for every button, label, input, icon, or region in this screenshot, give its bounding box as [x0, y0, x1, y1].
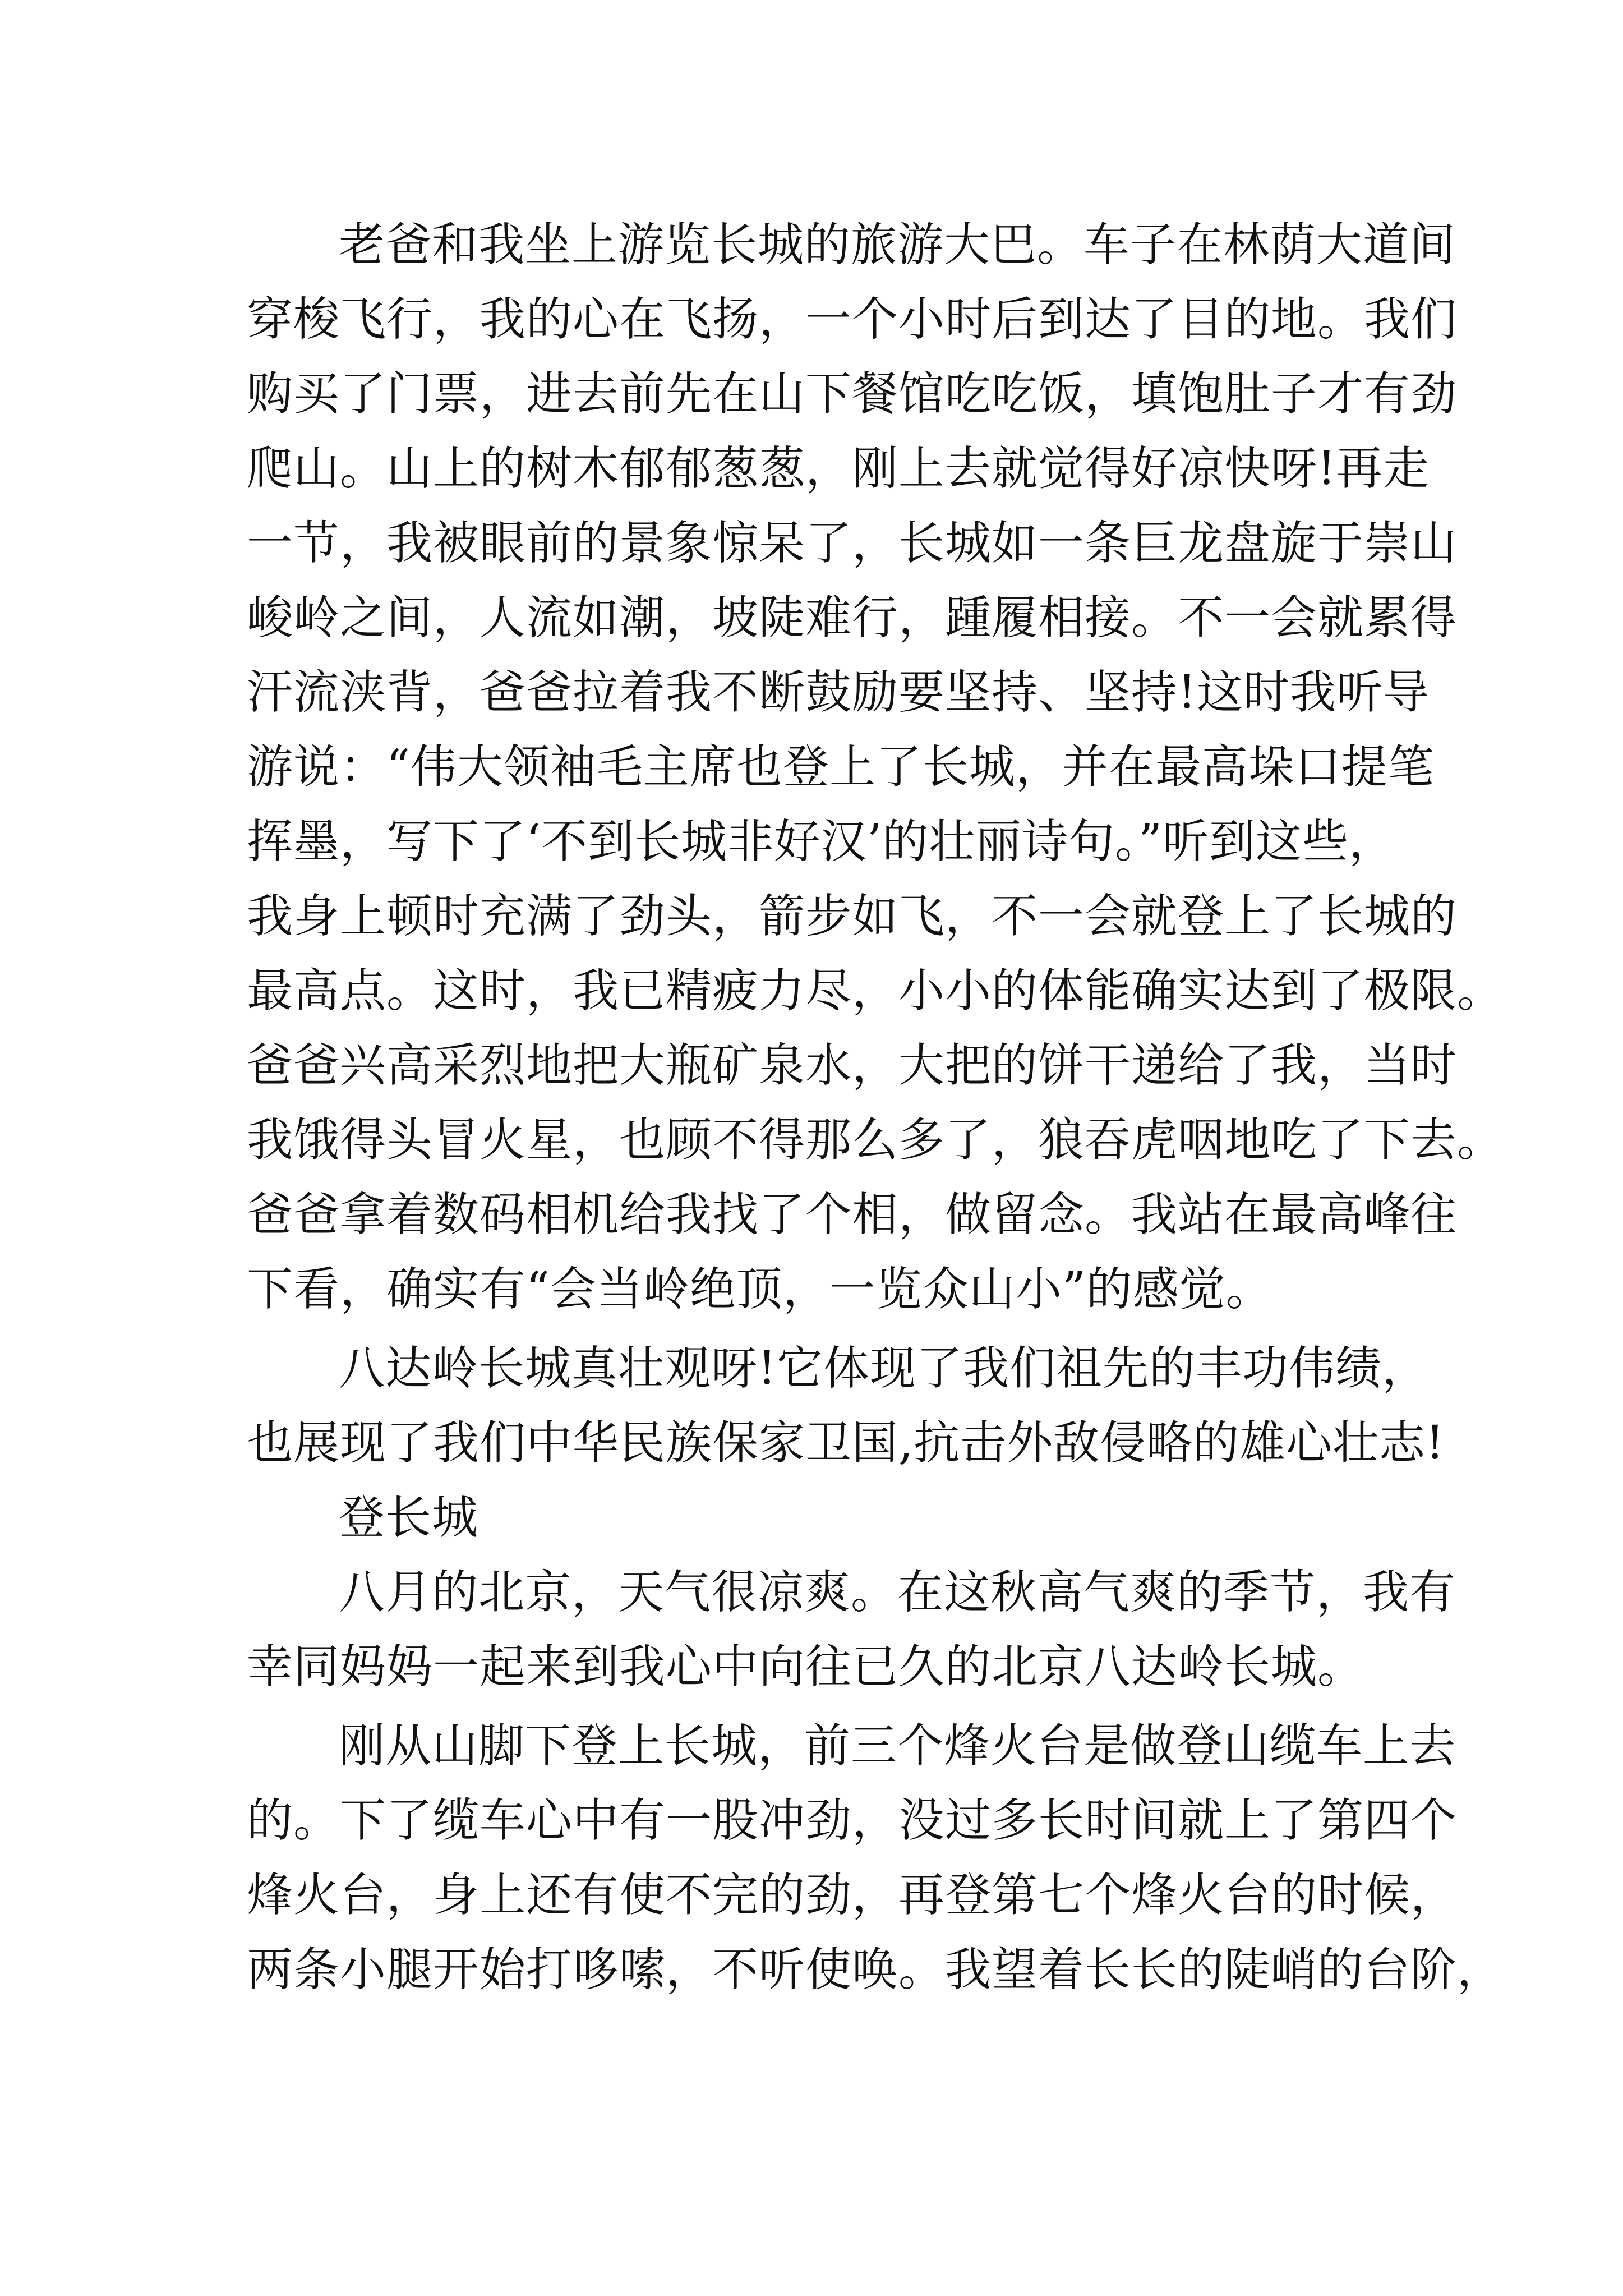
paragraph-line: 一节，我被眼前的景象惊呆了，长城如一条巨龙盘旋于崇山: [247, 517, 1458, 570]
paragraph-line: 老爸和我坐上游览长城的旅游大巴。车子在林荫大道间: [339, 218, 1456, 272]
paragraph-line: 爸爸兴高采烈地把大瓶矿泉水，大把的饼干递给了我，当时: [247, 1039, 1458, 1092]
paragraph-line: 也展现了我们中华民族保家卫国,抗击外敌侵略的雄心壮志!: [247, 1416, 1445, 1470]
paragraph-line: 爸爸拿着数码相机给我找了个相，做留念。我站在最高峰往: [247, 1188, 1458, 1241]
paragraph-line: 最高点。这时，我已精疲力尽，小小的体能确实达到了极限。: [247, 964, 1504, 1018]
body-text: [247, 208, 1504, 2007]
paragraph-line: 爬山。山上的树木郁郁葱葱，刚上去就觉得好凉快呀!再走: [247, 442, 1430, 495]
paragraph-line: 下看，确实有“会当岭绝顶，一览众山小”的感觉。: [247, 1263, 1272, 1316]
paragraph-line: 刚从山脚下登上长城，前三个烽火台是做登山缆车上去: [339, 1719, 1456, 1773]
paragraph-line: 八月的北京，天气很凉爽。在这秋高气爽的季节，我有: [339, 1566, 1456, 1619]
paragraph-line: 两条小腿开始打哆嗦，不听使唤。我望着长长的陡峭的台阶，: [247, 1943, 1504, 1996]
paragraph-line: 我饿得头冒火星，也顾不得那么多了，狼吞虎咽地吃了下去。: [247, 1114, 1504, 1167]
paragraph-line: 峻岭之间，人流如潮，坡陡难行，踵履相接。不一会就累得: [247, 591, 1458, 645]
paragraph-line: 我身上顿时充满了劲头，箭步如飞，不一会就登上了长城的: [247, 890, 1458, 943]
paragraph-line: 烽火台，身上还有使不完的劲，再登第七个烽火台的时候，: [247, 1869, 1458, 1922]
paragraph-line: 八达岭长城真壮观呀!它体现了我们祖先的丰功伟绩，: [339, 1342, 1428, 1395]
paragraph-line: 的。下了缆车心中有一股冲劲，没过多长时间就上了第四个: [247, 1794, 1458, 1847]
paragraph-line: 幸同妈妈一起来到我心中向往已久的北京八达岭长城。: [247, 1640, 1364, 1694]
paragraph-line: 挥墨，写下了‘不到长城非好汉’的壮丽诗句。”听到这些，: [247, 815, 1396, 868]
paragraph-line: 购买了门票，进去前先在山下餐馆吃吃饭，填饱肚子才有劲: [247, 367, 1458, 421]
section-title: 登长城: [339, 1491, 479, 1544]
paragraph-line: 穿梭飞行，我的心在飞扬，一个小时后到达了目的地。我们: [247, 293, 1458, 346]
paragraph-line: 汗流浃背，爸爸拉着我不断鼓励要坚持、坚持!这时我听导: [247, 666, 1430, 719]
paragraph-line: 游说：“伟大领袖毛主席也登上了长城，并在最高垛口提笔: [247, 740, 1435, 794]
